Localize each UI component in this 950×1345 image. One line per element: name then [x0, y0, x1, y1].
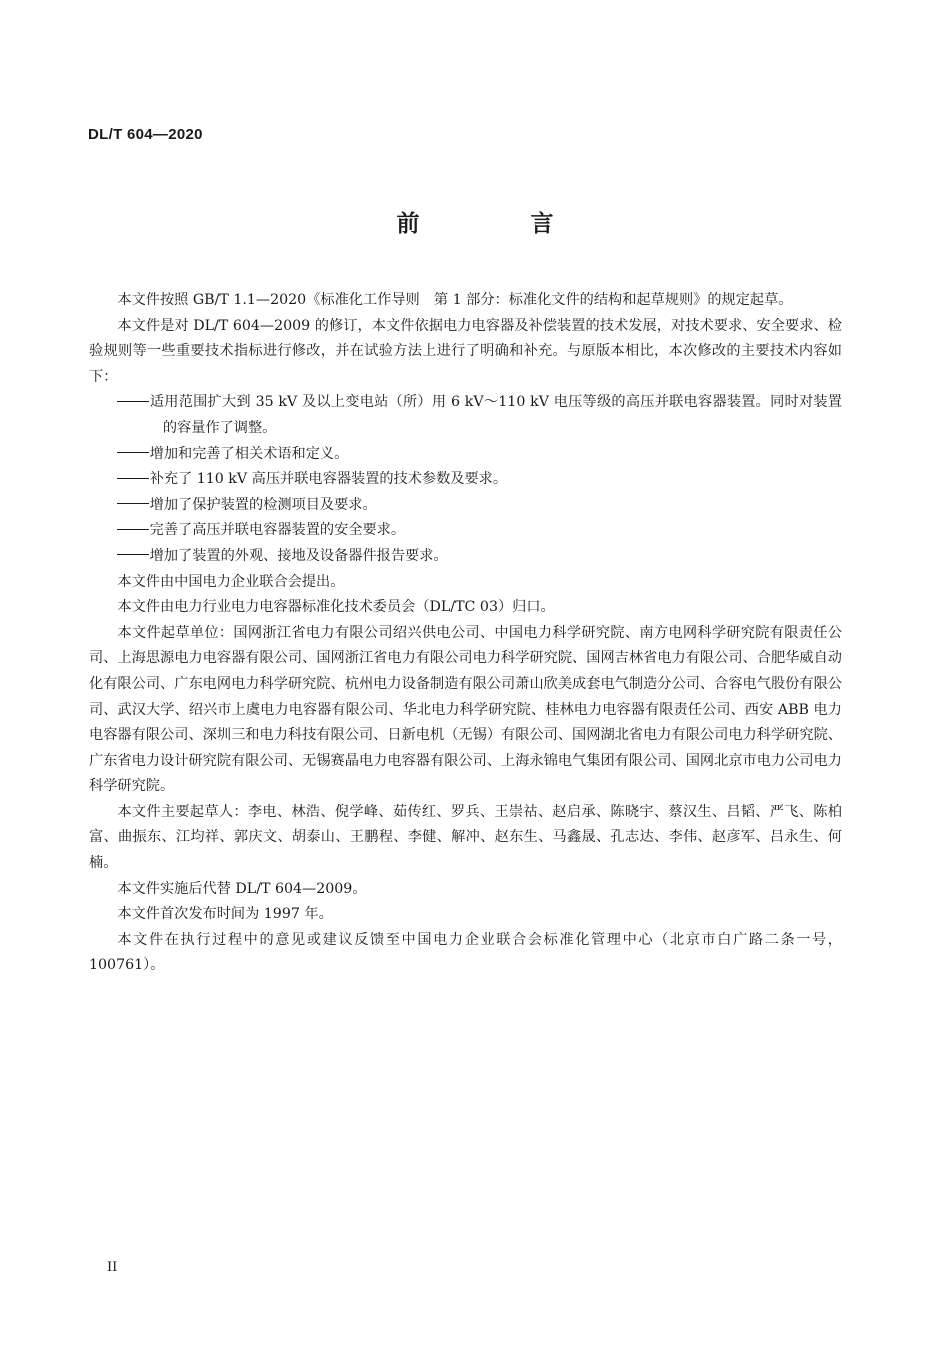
- dash-mark: [117, 554, 148, 555]
- page-title: 前 言: [396, 211, 598, 237]
- document-code: DL/T 604—2020: [88, 126, 203, 143]
- change-item: 增加了装置的外观、接地及设备器件报告要求。: [89, 544, 842, 570]
- change-item: 补充了 110 kV 高压并联电容器装置的技术参数及要求。: [89, 467, 842, 493]
- paragraph-proposer: 本文件由中国电力企业联合会提出。: [117, 573, 345, 590]
- change-item: 适用范围扩大到 35 kV 及以上变电站（所）用 6 kV～110 kV 电压等级的高压并联电容器装置。同时对装置的容量作了调整。: [89, 390, 842, 441]
- dash-mark: [117, 478, 148, 479]
- paragraph-first-published: 本文件首次发布时间为 1997 年。: [117, 906, 333, 923]
- paragraph-committee: 本文件由电力行业电力电容器标准化技术委员会（DL/TC 03）归口。: [117, 599, 555, 616]
- dash-mark: [117, 529, 148, 530]
- change-item: 增加了保护装置的检测项目及要求。: [89, 493, 842, 519]
- foreword-body: [89, 288, 842, 979]
- dash-mark: [117, 503, 148, 504]
- paragraph-drafting-rules: 本文件按照 GB/T 1.1—2020《标准化工作导则 第 1 部分：标准化文件的结构和起草规则》的规定起草。: [117, 292, 793, 308]
- paragraph-drafting-units: 本文件起草单位：国网浙江省电力有限公司绍兴供电公司、中国电力科学研究院、南方电网科学研究院有限责任公司、上海思源电力电容器有限公司、国网浙江省电力有限公司电力科学研究院、国网吉林省电力有限公司、合肥华威自动化有限公司、广东电网电力科学研究院、杭州电力设备制造有限公司萧山欣美成套电气制造分公司、合容电气股份有限公司、武汉大学、绍兴市上虞电力电容器有限公司、华北电力科学研究院、桂林电力电容器有限责任公司、西安 ABB 电力电容器有限公司、深圳三和电力科技有限公司、日新电机（无锡）有限公司、国网湖北省电力有限公司电力科学研究院、广东省电力设计研究院有限公司、无锡赛晶电力电容器有限公司、上海永锦电气集团有限公司、国网北京市电力公司电力科学研究院。: [89, 624, 842, 795]
- paragraph-replaces: 本文件实施后代替 DL/T 604—2009。: [117, 880, 367, 897]
- dash-mark: [117, 401, 148, 402]
- dash-mark: [117, 452, 148, 453]
- change-item: 增加和完善了相关术语和定义。: [89, 442, 842, 468]
- paragraph-drafters: 本文件主要起草人：李电、林浩、倪学峰、茹传红、罗兵、王崇祜、赵启承、陈晓宇、蔡汉生、吕韬、严飞、陈柏富、曲振东、江均祥、郭庆文、胡泰山、王鹏程、李健、解冲、赵东生、马鑫晟、孔志达、李伟、赵彦军、吕永生、何楠。: [89, 803, 842, 872]
- paragraph-revision: 本文件是对 DL/T 604—2009 的修订，本文件依据电力电容器及补偿装置的技术发展，对技术要求、安全要求、检验规则等一些重要技术指标进行修改，并在试验方法上进行了明确和补充。与原版本相比，本次修改的主要技术内容如下：: [89, 317, 842, 385]
- change-item: 完善了高压并联电容器装置的安全要求。: [89, 518, 842, 544]
- page-number: II: [107, 1260, 118, 1275]
- paragraph-feedback: 本文件在执行过程中的意见或建议反馈至中国电力企业联合会标准化管理中心（北京市白广路二条一号，100761）。: [89, 931, 842, 974]
